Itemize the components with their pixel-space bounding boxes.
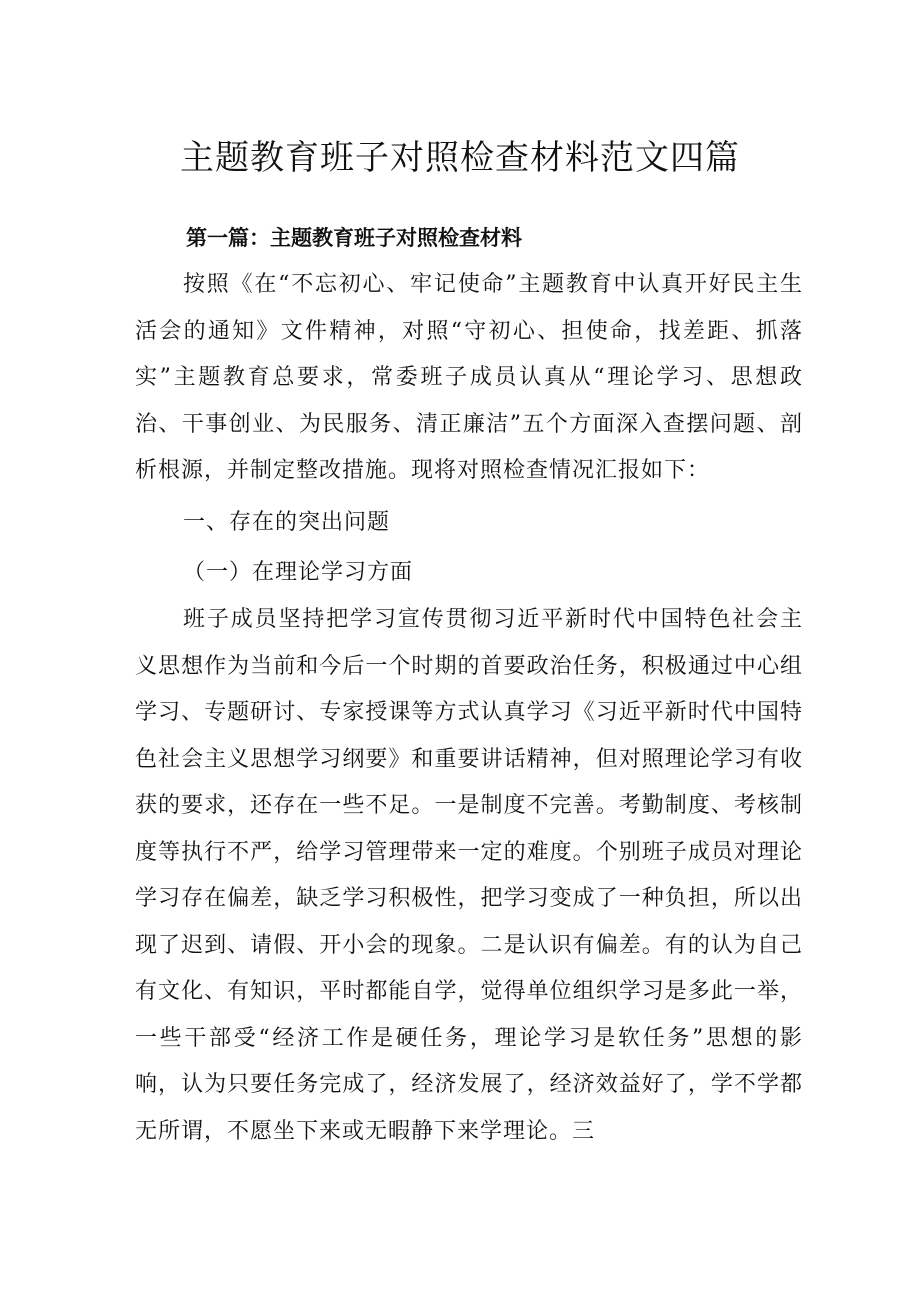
heading-level2: （一）在理论学习方面 (183, 560, 414, 585)
section-heading: 第一篇：主题教育班子对照检查材料 (186, 226, 522, 250)
paragraph-theory-study: 班子成员坚持把学习宣传贯彻习近平新时代中国特色社会主义思想作为当前和今后一个时期的首要政治任务，积极通过中心组学习、专题研讨、专家授课等方式认真学习《习近平新时代中国特色社会主义思想学习纲要》和重要讲话精神，但对照理论学习有收获的要求，还存在一些不足。一是制度不完善。考勤制度、考核制度等执行不严，给学习管理带来一定的难度。个别班子成员对理论学习存在偏差，缺乏学习积极性，把学习变成了一种负担，所以出现了迟到、请假、开小会的现象。二是认识有偏差。有的认为自己有文化、有知识，平时都能自学，觉得单位组织学习是多此一举，一些干部受“经济工作是硬任务，理论学习是软任务”思想的影响，认为只要任务完成了，经济发展了，经济效益好了，学不学都无所谓，不愿坐下来或无暇静下来学理论。三 (135, 607, 803, 1144)
heading-level1: 一、存在的突出问题 (183, 510, 391, 535)
document-title: 主题教育班子对照检查材料范文四篇 (180, 138, 740, 178)
paragraph-intro: 按照《在“不忘初心、牢记使命”主题教育中认真开好民主生活会的通知》文件精神，对照“守初心、担使命，找差距、抓落实”主题教育总要求，常委班子成员认真从“理论学习、思想政治、干事创业、为民服务、清正廉洁”五个方面深入查摆问题、剖析根源，并制定整改措施。现将对照检查情况汇报如下： (135, 272, 803, 483)
